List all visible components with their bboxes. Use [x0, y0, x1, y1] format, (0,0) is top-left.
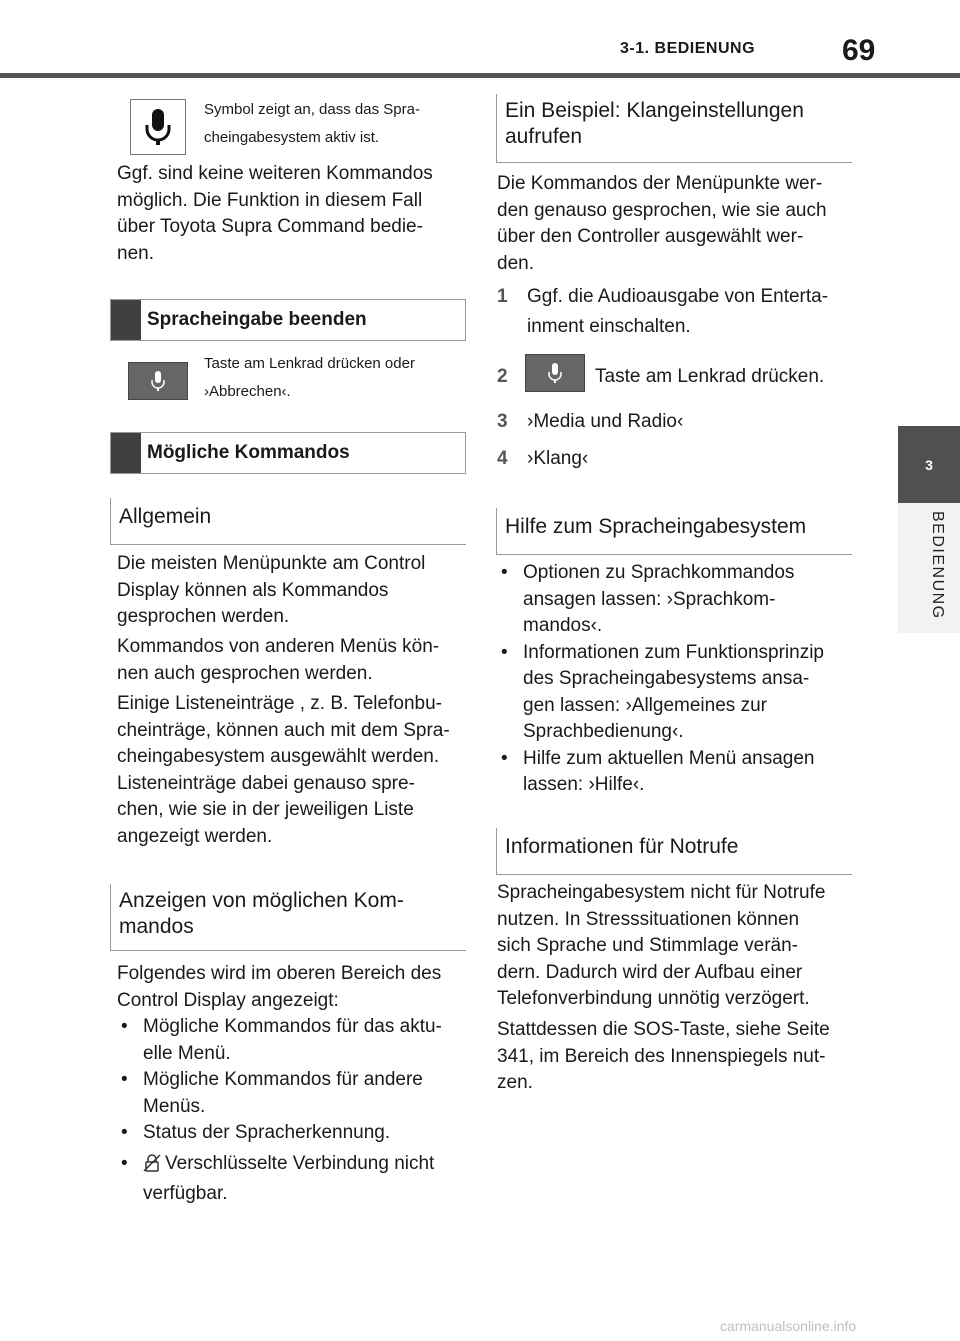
- heading-text: Allgemein: [119, 505, 212, 528]
- text-line: Telefonverbindung unnötig verzögert.: [497, 988, 810, 1009]
- text-line: Control Display angezeigt:: [117, 989, 339, 1011]
- heading-text: Hilfe zum Spracheingabesystem: [505, 515, 807, 538]
- text-line: Stattdessen die SOS-Taste, siehe Seite: [497, 1019, 830, 1040]
- text-line: ›Abbrechen‹.: [204, 383, 291, 400]
- text-line: • Mögliche Kommandos für andere: [143, 1069, 423, 1090]
- list-item: [117, 1120, 467, 1147]
- microphone-active-icon: [130, 99, 186, 155]
- bullet-encrypted: [117, 1151, 467, 1207]
- text-line: • Mögliche Kommandos für das aktu-: [143, 1016, 442, 1037]
- text-line: Die Kommandos der Menüpunkte wer-: [497, 173, 823, 194]
- text-line: Display können als Kommandos: [117, 579, 389, 601]
- page-number: 69: [842, 34, 876, 67]
- paragraph-sos: [497, 1017, 852, 1097]
- heading-bar: [111, 300, 141, 340]
- chapter-tab-number: 3: [898, 426, 960, 503]
- text-line: Listeneinträge dabei genauso spre-: [117, 772, 415, 794]
- heading-text: Informationen für Notrufe: [505, 835, 739, 858]
- paragraph-menu-items: [117, 551, 467, 631]
- text-line: • Status der Spracherkennung.: [143, 1122, 391, 1143]
- heading-possible-commands: [110, 432, 466, 474]
- heading-text: mandos: [119, 915, 194, 938]
- text-line: elle Menü.: [143, 1042, 231, 1064]
- text-line: angezeigt werden.: [117, 825, 273, 847]
- section-title: 3-1. BEDIENUNG: [620, 40, 756, 57]
- step-number: 2: [497, 366, 508, 387]
- bullet-list-help: [497, 560, 852, 799]
- text-line: chen, wie sie in der jeweiligen Liste: [117, 799, 414, 820]
- list-item: [117, 1014, 467, 1067]
- text-line: Taste am Lenkrad drücken.: [595, 366, 825, 387]
- text-line: lassen: ›Hilfe‹.: [523, 774, 645, 795]
- text-line: nen.: [117, 242, 154, 264]
- text-line: gen lassen: ›Allgemeines zur: [523, 694, 767, 716]
- subheading-emergency: [496, 828, 852, 875]
- heading-text: Ein Beispiel: Klangeinstellungen: [505, 99, 804, 122]
- text-line: über den Controller ausgewählt wer-: [497, 226, 804, 247]
- subheading-example: [496, 94, 852, 163]
- list-item: [117, 1067, 467, 1120]
- header-rule: [0, 73, 960, 78]
- text-line: 341, im Bereich des Innenspiegels nut-: [497, 1045, 826, 1067]
- heading-bar: [111, 433, 141, 473]
- chapter-tab: [898, 503, 960, 633]
- heading-text: aufrufen: [505, 125, 583, 148]
- paragraph-list-entries: [117, 691, 467, 850]
- text-line: Folgendes wird im oberen Bereich des: [117, 963, 442, 984]
- text-line: • Optionen zu Sprachkommandos: [523, 562, 795, 583]
- step-1: [497, 282, 852, 342]
- text-line: Sprachbedienung‹.: [523, 721, 684, 742]
- paragraph-emergency: [497, 880, 852, 1013]
- step-2: [497, 362, 852, 392]
- text-line: gesprochen werden.: [117, 606, 290, 627]
- subheading-show-commands: [110, 884, 466, 951]
- text-line: Spracheingabesystem nicht für Notrufe: [497, 882, 826, 903]
- text-line: zen.: [497, 1072, 533, 1093]
- text-line: • Informationen zum Funktionsprinzip: [523, 641, 824, 663]
- text-line: Die meisten Menüpunkte am Control: [117, 553, 426, 574]
- text-line: den genauso gesprochen, wie sie auch: [497, 199, 827, 221]
- text-line: Taste am Lenkrad drücken oder: [204, 355, 415, 372]
- text-line: möglich. Die Funktion in diesem Fall: [117, 189, 423, 211]
- text-line: cheingabesystem ausgewählt werden.: [117, 746, 440, 767]
- icon-note: [204, 96, 474, 152]
- text-line: Einige Listeneinträge , z. B. Telefonbu-: [117, 693, 442, 714]
- text-line: Ggf. die Audioausgabe von Enterta-: [527, 286, 829, 307]
- text-line: • Hilfe zum aktuellen Menü ansagen: [523, 747, 815, 769]
- list-item: [497, 560, 852, 640]
- text-line: den.: [497, 252, 534, 274]
- step-4: [497, 444, 852, 474]
- text-line: ansagen lassen: ›Sprachkom-: [523, 588, 776, 610]
- bullet-list-display: [117, 1014, 467, 1147]
- paragraph-other-menus: [117, 634, 467, 687]
- step-number: 3: [497, 411, 508, 432]
- text-line: verfügbar.: [143, 1182, 228, 1204]
- list-item: [497, 746, 852, 799]
- text-line: Symbol zeigt an, dass das Spra-: [204, 101, 420, 118]
- heading-text: Spracheingabe beenden: [147, 309, 367, 330]
- step-number: 4: [497, 448, 508, 469]
- text-line: nutzen. In Stresssituationen können: [497, 908, 800, 930]
- chapter-tab-label: BEDIENUNG: [929, 511, 946, 620]
- heading-text: Anzeigen von möglichen Kom-: [119, 889, 404, 912]
- step-number: 1: [497, 286, 508, 307]
- steering-voice-button-icon: [128, 362, 188, 400]
- text-line: [143, 1151, 467, 1181]
- step-3: [497, 407, 852, 437]
- text-line: Ggf. sind keine weiteren Kommandos: [117, 163, 433, 184]
- subheading-help: [496, 508, 852, 555]
- text-line: ›Media und Radio‹: [527, 411, 684, 432]
- text-line: ›Klang‹: [527, 448, 589, 469]
- subheading-general: [110, 498, 466, 545]
- list-item: [117, 1151, 467, 1207]
- paragraph-display-top: [117, 961, 467, 1014]
- paragraph-no-commands: [117, 161, 467, 267]
- lock-crossed-icon: [143, 1154, 161, 1181]
- text-line: cheingabesystem aktiv ist.: [204, 129, 380, 146]
- text-line: dern. Dadurch wird der Aufbau einer: [497, 961, 803, 983]
- paragraph-example: [497, 171, 852, 277]
- watermark: carmanualsonline.info: [720, 1318, 857, 1334]
- text-line: nen auch gesprochen werden.: [117, 662, 373, 684]
- text-line: über Toyota Supra Command bedie-: [117, 216, 423, 237]
- list-item: [497, 640, 852, 746]
- text-line: Kommandos von anderen Menüs kön-: [117, 636, 440, 657]
- text-line: Menüs.: [143, 1095, 206, 1117]
- text-line: cheinträge, können auch mit dem Spra-: [117, 719, 450, 741]
- text-span: Verschlüsselte Verbindung nicht: [165, 1153, 435, 1174]
- text-line: sich Sprache und Stimmlage verän-: [497, 935, 798, 956]
- steering-voice-button-icon: [525, 354, 585, 392]
- text-line: des Spracheingabesystems ansa-: [523, 668, 810, 689]
- heading-text: Mögliche Kommandos: [147, 442, 350, 463]
- text-line: mandos‹.: [523, 615, 603, 636]
- end-note: [204, 350, 474, 406]
- text-line: inment einschalten.: [527, 316, 691, 337]
- heading-end-voice-input: [110, 299, 466, 341]
